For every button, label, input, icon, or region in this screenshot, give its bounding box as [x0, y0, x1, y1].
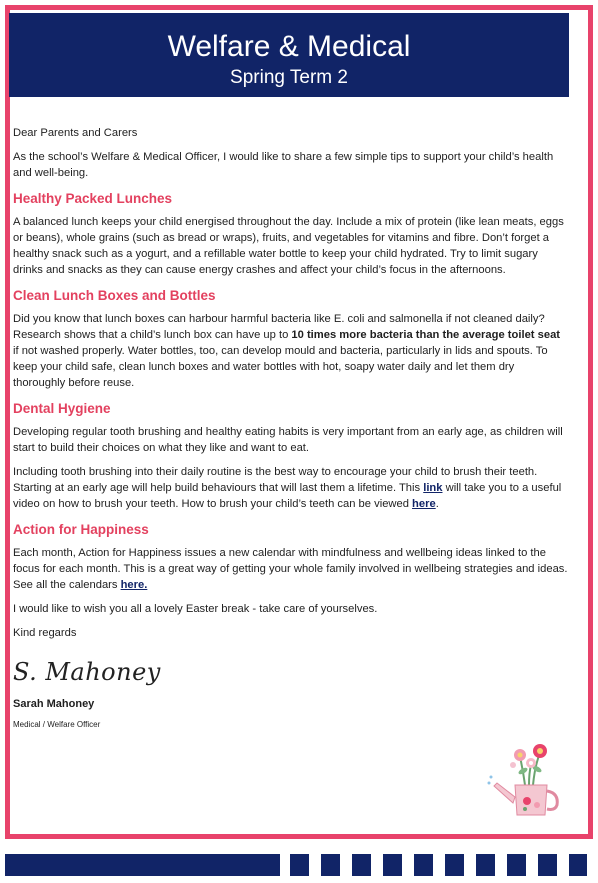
dental-paragraph-2	[13, 464, 568, 512]
footer-bar	[5, 854, 280, 876]
happiness-paragraph	[13, 545, 568, 593]
calendars-here-link[interactable]: here.	[120, 579, 148, 591]
watering-can-flowers-icon	[485, 735, 575, 825]
heading-clean-boxes: Clean Lunch Boxes and Bottles	[13, 288, 216, 303]
signature: S. Mahoney	[13, 658, 161, 686]
boxes-paragraph	[13, 311, 568, 391]
lunches-paragraph: A balanced lunch keeps your child energised throughout the day. Include a mix of protein (like lean meats, eggs or beans), whole grains (such as bread or wraps), fruits, and vegetables for vitamins and fibre. Don’t forget a healthy snack such as a yogurt, and a refillable water bottle to keep your child hydrated. Try to limit sugary drinks and snacks as they can cause energy crashes and affect your child’s focus in the afternoons.	[13, 216, 564, 276]
footer-block	[321, 854, 340, 876]
boxes-text-2: if not washed properly. Water bottles, too, can develop mould and bacteria, particularly in lids and spouts. To keep your child safe, clean lunch boxes and water bottles with hot, soapy water daily and let them dry thoroughly before reuse.	[13, 345, 548, 389]
footer-block	[507, 854, 526, 876]
dental-text-3: .	[435, 498, 439, 510]
footer-block	[476, 854, 495, 876]
signer-role: Medical / Welfare Officer	[13, 720, 101, 729]
dental-paragraph-1: Developing regular tooth brushing and healthy eating habits is very important from an early age, as children will start to build their choices on what they like and want to eat.	[13, 426, 563, 454]
closing-wish: I would like to wish you all a lovely Easter break - take care of yourselves.	[13, 603, 378, 615]
footer-block	[352, 854, 371, 876]
intro-paragraph: As the school’s Welfare & Medical Officer, I would like to share a few simple tips to support your child’s health and well-being.	[13, 151, 554, 179]
page-subtitle: Spring Term 2	[230, 67, 348, 88]
page-title: Welfare & Medical	[167, 30, 411, 63]
footer-block	[445, 854, 464, 876]
heading-action-happiness: Action for Happiness	[13, 522, 149, 537]
footer-block	[290, 854, 309, 876]
heading-dental: Dental Hygiene	[13, 401, 111, 416]
dental-text-1: Including tooth brushing into their daily routine is the best way to encourage your child to brush their teeth. Starting at an early age will help build behaviours that will last them a lifetime. This	[13, 466, 538, 494]
dental-text-2: will take you to a useful video on how to brush your teeth. How to brush your child’s teeth can be viewed	[13, 482, 562, 510]
greeting: Dear Parents and Carers	[13, 127, 138, 139]
heading-healthy-lunches: Healthy Packed Lunches	[13, 191, 173, 206]
signer-name: Sarah Mahoney	[13, 698, 95, 710]
happiness-text: Each month, Action for Happiness issues a new calendar with mindfulness and wellbeing ideas linked to the focus for each month. This is a great way of getting your whole family involved in wellbeing strategies and ideas. See all the calendars	[13, 547, 568, 591]
footer-block	[569, 854, 587, 876]
boxes-text-1: Did you know that lunch boxes can harbour harmful bacteria like E. coli and salmonella if not cleaned daily? Research shows that a child’s lunch box can have up to	[13, 313, 545, 341]
footer-block	[538, 854, 557, 876]
letter-body	[13, 125, 568, 739]
boxes-bold-fact: 10 times more bacteria than the average toilet seat	[291, 329, 561, 341]
sign-off: Kind regards	[13, 627, 77, 639]
header-banner	[9, 13, 569, 97]
brushing-here-link[interactable]: here	[412, 498, 436, 510]
footer-block	[414, 854, 433, 876]
video-link[interactable]: link	[423, 482, 443, 494]
footer-block	[383, 854, 402, 876]
